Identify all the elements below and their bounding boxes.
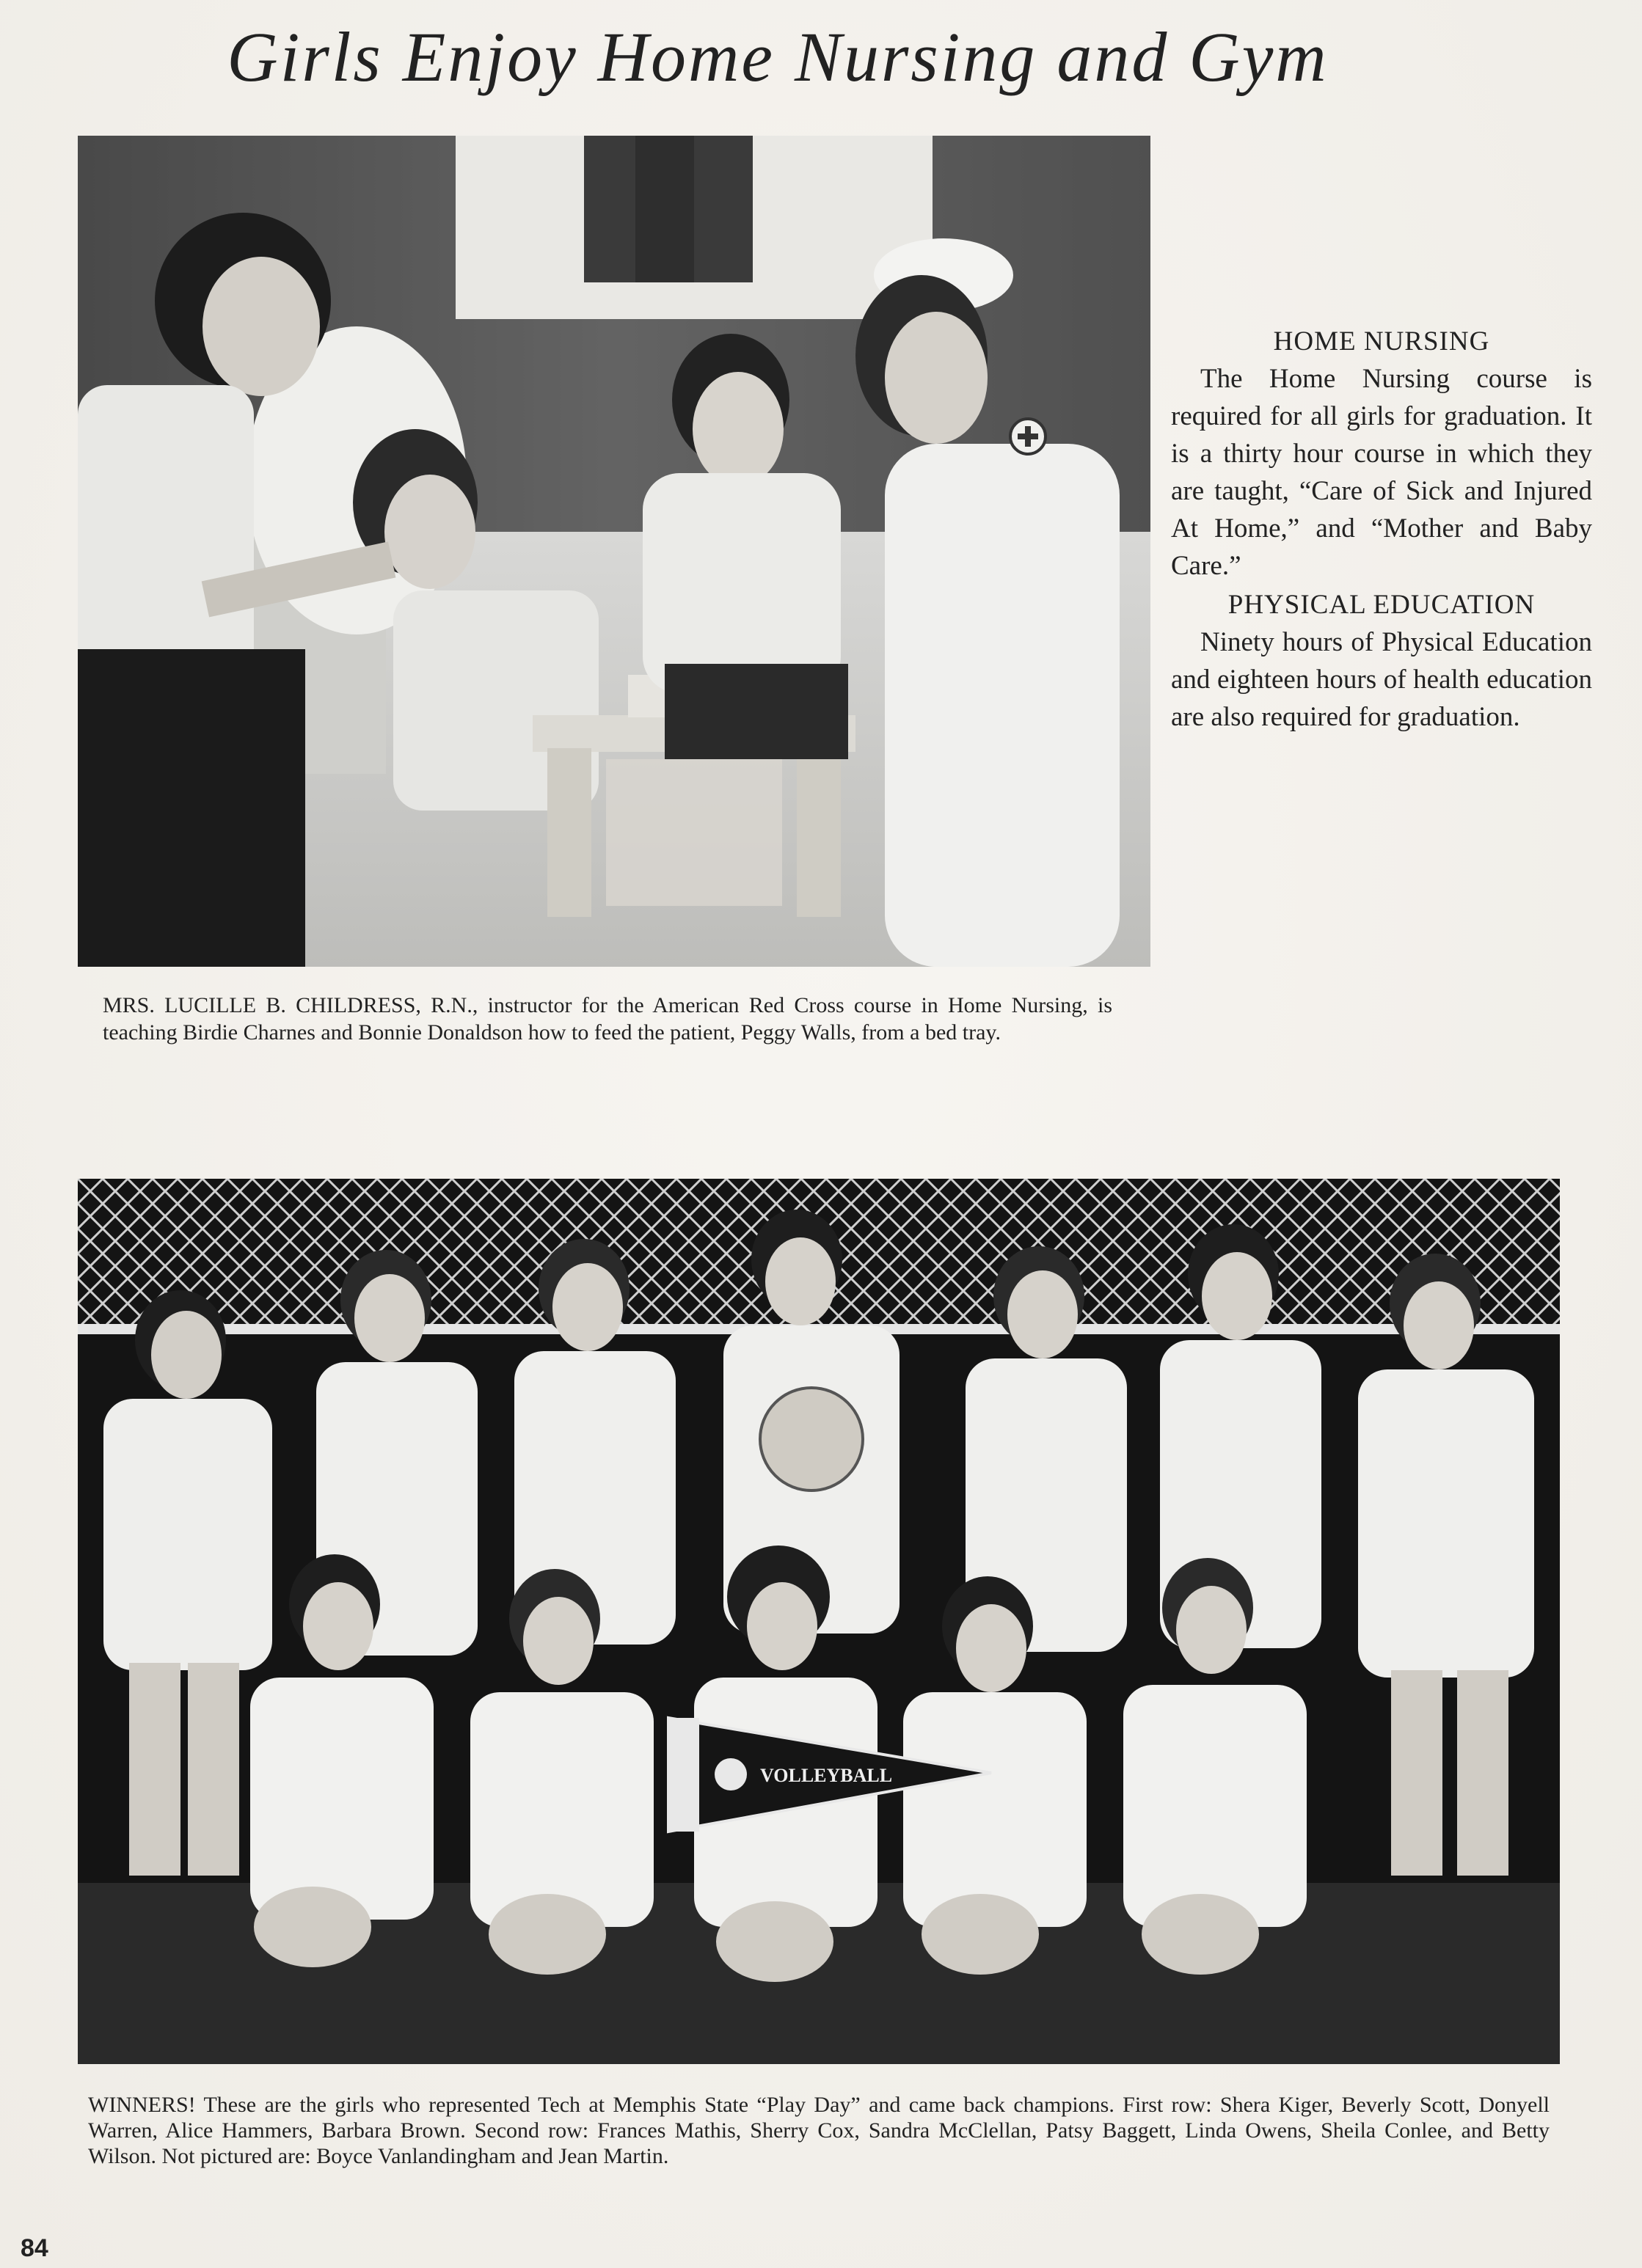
page-title: Girls Enjoy Home Nursing and Gym [227, 18, 1329, 96]
home-nursing-heading: HOME NURSING [1273, 326, 1490, 356]
patient [384, 475, 475, 589]
home-nursing-text: The Home Nursing course is required for all girls for graduation. It is a thirty hour course in which they are taught, “Care of Sick and Injured At Home,” and “Mother and Baby Care.” [1171, 364, 1592, 581]
sidebar-text [1171, 323, 1592, 736]
nursing-caption: MRS. LUCILLE B. CHILDRESS, R.N., instructor for the American Red Cross course in Home Nursing, is teaching Birdie Charnes and Bonnie Donaldson how to feed the patient, Peggy Walls, from a bed tray. [103, 993, 1112, 1045]
pennant-text: VOLLEYBALL [760, 1765, 893, 1786]
nurse-instructor [885, 312, 988, 444]
page-number: 84 [21, 2234, 48, 2262]
volleyball-caption: WINNERS! These are the girls who represented Tech at Memphis State “Play Day” and came back champions. First row: Shera Kiger, Beverly Scott, Donyell Warren, Alice Hammers, Barbara Brown. Second row: Frances Mathis, Sherry Cox, Sandra McClellan, Patsy Baggett, Linda Owens, Sheila Conlee, and Betty Wilson. Not pictured are: Boyce Vanlandingham and Jean Martin. [88, 2093, 1550, 2168]
physical-education-heading: PHYSICAL EDUCATION [1227, 590, 1536, 620]
home-nursing-photo [78, 136, 1150, 967]
student-center [693, 372, 784, 486]
volleyball-team-photo [78, 1179, 1560, 2064]
volleyball-ball [760, 1388, 863, 1490]
student-left [202, 257, 320, 396]
physical-education-text: Ninety hours of Physical Education and eighteen hours of health education are also required for graduation. [1171, 627, 1592, 732]
